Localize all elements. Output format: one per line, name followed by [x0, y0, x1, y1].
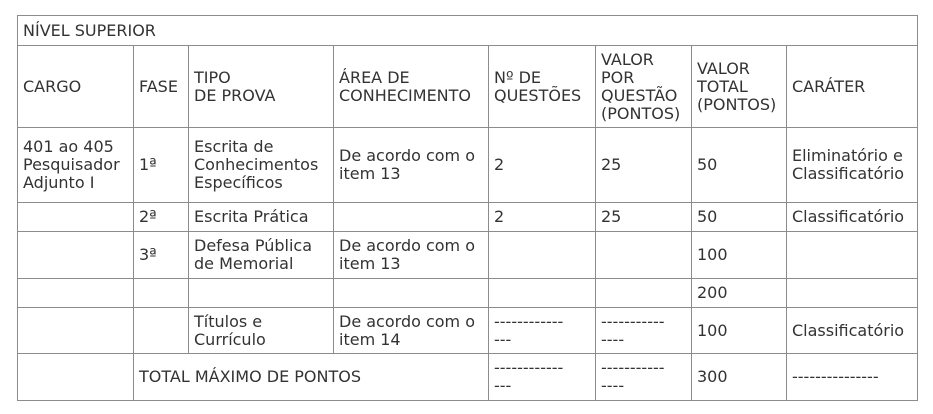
valor-total-cell: 100 — [692, 232, 787, 279]
carater-cell — [787, 232, 918, 279]
area-cell: De acordo com o item 13 — [334, 128, 489, 203]
total-valor-total: 300 — [692, 354, 787, 401]
area-cell: De acordo com o item 14 — [334, 308, 489, 354]
total-row — [18, 354, 918, 401]
fase-cell: 1ª — [134, 128, 189, 203]
questoes-cell: ------------ --- — [489, 308, 596, 354]
valor-questao-cell — [596, 279, 692, 308]
header-cargo: CARGO — [18, 46, 134, 128]
fase-cell — [134, 308, 189, 354]
valor-total-cell: 50 — [692, 128, 787, 203]
carater-cell: Eliminatório e Classificatório — [787, 128, 918, 203]
header-questoes: Nº DE QUESTÕES — [489, 46, 596, 128]
fase-cell: 2ª — [134, 203, 189, 232]
valor-questao-cell: 25 — [596, 128, 692, 203]
valor-questao-cell — [596, 232, 692, 279]
cargo-cell — [18, 203, 134, 232]
header-valor-questao: VALOR POR QUESTÃO (PONTOS) — [596, 46, 692, 128]
fase-cell: 3ª — [134, 232, 189, 279]
carater-cell: Classificatório — [787, 203, 918, 232]
valor-total-cell: 200 — [692, 279, 787, 308]
tipo-cell — [189, 279, 334, 308]
cargo-cell — [18, 232, 134, 279]
cargo-cell: 401 ao 405 Pesquisador Adjunto I — [18, 128, 134, 203]
cargo-cell — [18, 354, 134, 401]
total-valor-questao: ----------- ---- — [596, 354, 692, 401]
valor-questao-cell: 25 — [596, 203, 692, 232]
header-fase: FASE — [134, 46, 189, 128]
table-row — [18, 232, 918, 279]
valor-total-cell: 100 — [692, 308, 787, 354]
table-row — [18, 128, 918, 203]
title-row — [18, 16, 918, 46]
area-cell — [334, 203, 489, 232]
table-row — [18, 203, 918, 232]
area-cell: De acordo com o item 13 — [334, 232, 489, 279]
total-questoes: ------------ --- — [489, 354, 596, 401]
table-row — [18, 308, 918, 354]
questoes-cell: 2 — [489, 203, 596, 232]
tipo-cell: Escrita Prática — [189, 203, 334, 232]
questoes-cell — [489, 279, 596, 308]
valor-total-cell: 50 — [692, 203, 787, 232]
fase-cell — [134, 279, 189, 308]
header-area: ÁREA DE CONHECIMENTO — [334, 46, 489, 128]
header-carater: CARÁTER — [787, 46, 918, 128]
tipo-cell: Títulos e Currículo — [189, 308, 334, 354]
tipo-cell: Defesa Pública de Memorial — [189, 232, 334, 279]
area-cell — [334, 279, 489, 308]
table-row — [18, 279, 918, 308]
cargo-cell — [18, 308, 134, 354]
header-row — [18, 46, 918, 128]
questoes-cell: 2 — [489, 128, 596, 203]
total-label: TOTAL MÁXIMO DE PONTOS — [134, 354, 489, 401]
carater-cell: Classificatório — [787, 308, 918, 354]
tipo-cell: Escrita de Conhecimentos Específicos — [189, 128, 334, 203]
table-title: NÍVEL SUPERIOR — [18, 16, 918, 46]
valor-questao-cell: ----------- ---- — [596, 308, 692, 354]
total-carater: --------------- — [787, 354, 918, 401]
header-valor-total: VALOR TOTAL (PONTOS) — [692, 46, 787, 128]
scoring-table — [17, 15, 918, 401]
cargo-cell — [18, 279, 134, 308]
carater-cell — [787, 279, 918, 308]
header-tipo: TIPO DE PROVA — [189, 46, 334, 128]
questoes-cell — [489, 232, 596, 279]
